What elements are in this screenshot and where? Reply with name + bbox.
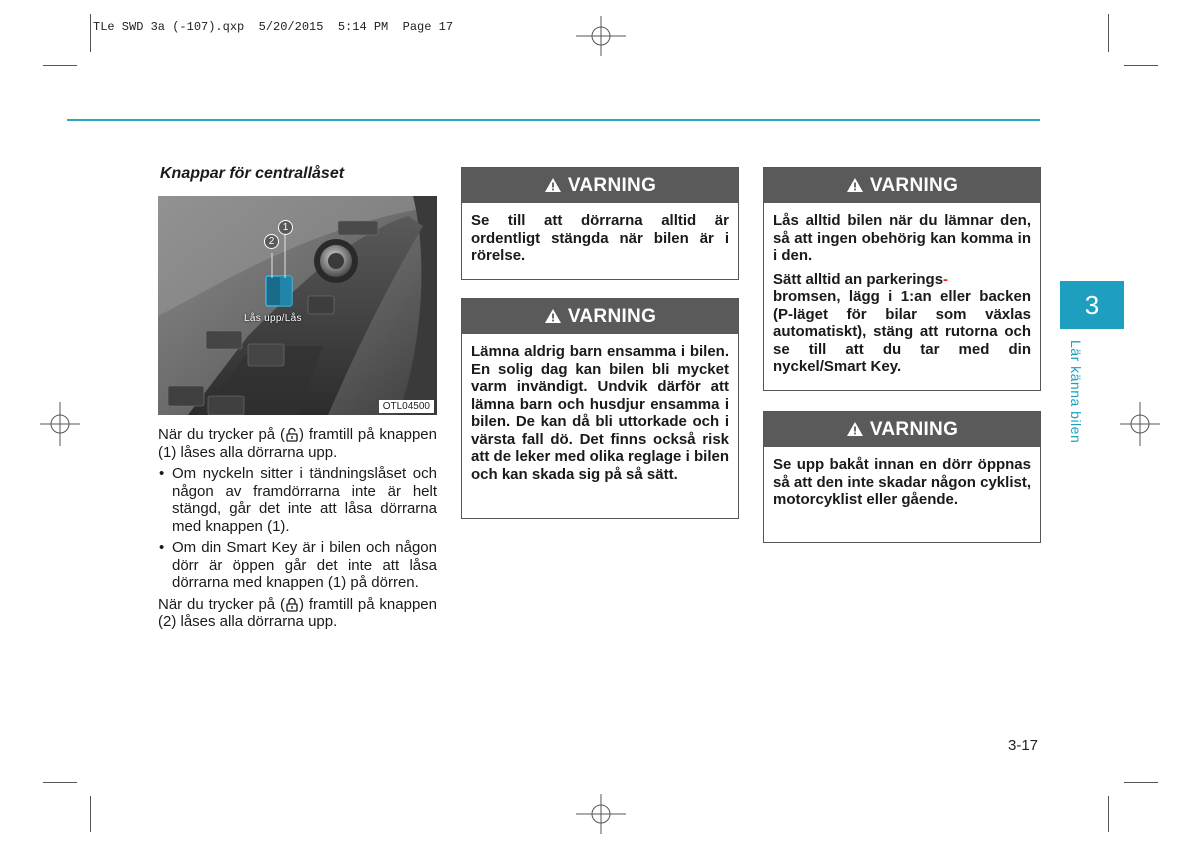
crop-mark [1124, 65, 1158, 66]
header-rule [67, 119, 1040, 121]
warning-body: Lämna aldrig barn ensamma i bilen. En solig dag kan bilen bli mycket varm invändigt. Undvik därför att lämna barn och husdjur ensamma i bilen. De kan då bli uttorkade och i värsta fall dö. Det finns också risk att de leker med olika reglage i bilen och kan skada sig på så sätt. [471, 343, 729, 483]
warning-body: Se upp bakåt innan en dörr öppnas så att den inte skadar någon cyklist, motorcyklist eller gående. [773, 456, 1031, 508]
section-title: Knappar för centrallåset [160, 165, 345, 182]
warning-header: VARNING [462, 168, 738, 203]
registration-mark-icon [576, 794, 626, 834]
paragraph-2: När du trycker på ( ) framtill på knappen (2) låses alla dörrarna upp. [158, 595, 437, 630]
warning-header: VARNING [462, 299, 738, 334]
warning-triangle-icon [846, 177, 864, 193]
crop-mark [1108, 14, 1109, 52]
list-item: • Om nyckeln sitter i tändningslåset och någon av framdörrarna inte är helt stängd, går det inte att låsa dörrarna med knappen (1). [158, 465, 437, 535]
warning-body: Lås alltid bilen när du lämnar den, så att ingen obehörig kan komma in i den. Sätt alltid an parkerings- bromsen, lägg i 1:an eller backen (P-läget för bilar som växlas automatiskt), stäng att rutorna och se till att du tar med din nyckel/Smart Key. [773, 212, 1031, 375]
crop-mark [1124, 782, 1158, 783]
print-header: TLe SWD 3a (-107).qxp 5/20/2015 5:14 PM Page 17 [93, 20, 454, 34]
body-text [158, 426, 437, 635]
registration-mark-icon [1120, 402, 1160, 446]
figure-code: OTL04500 [379, 400, 434, 413]
warning-triangle-icon [544, 177, 562, 193]
door-panel-illustration [158, 196, 437, 415]
warning-body: Se till att dörrarna alltid är ordentligt stängda när bilen är i rörelse. [471, 212, 729, 264]
warning-box [763, 411, 1041, 543]
photo-caption: Lås upp/Lås [244, 313, 302, 324]
warning-box [461, 167, 739, 280]
chapter-label: Lär känna bilen [1068, 340, 1084, 444]
warning-triangle-icon [544, 308, 562, 324]
door-panel-photo [158, 196, 437, 415]
warning-box [763, 167, 1041, 391]
lock-closed-icon [286, 597, 298, 612]
warning-header: VARNING [764, 168, 1040, 203]
warning-box [461, 298, 739, 519]
callout-1: 1 [278, 220, 293, 235]
crop-mark [1108, 796, 1109, 832]
registration-mark-icon [576, 16, 626, 56]
crop-mark [90, 14, 91, 52]
page-number: 3-17 [1008, 737, 1039, 754]
crop-mark [43, 782, 77, 783]
crop-mark [43, 65, 77, 66]
chapter-tab: 3 [1060, 281, 1124, 329]
registration-mark-icon [40, 402, 80, 446]
bullet-list [158, 465, 437, 592]
paragraph-1: När du trycker på ( ) framtill på knappen (1) låses alla dörrarna upp. [158, 426, 437, 461]
list-item: • Om din Smart Key är i bilen och någon dörr är öppen går det inte att låsa dörrarna med knappen (1) på dörren. [158, 539, 437, 592]
callout-2: 2 [264, 234, 279, 249]
warning-triangle-icon [846, 421, 864, 437]
crop-mark [90, 796, 91, 832]
lock-open-icon [286, 427, 298, 442]
warning-header: VARNING [764, 412, 1040, 447]
